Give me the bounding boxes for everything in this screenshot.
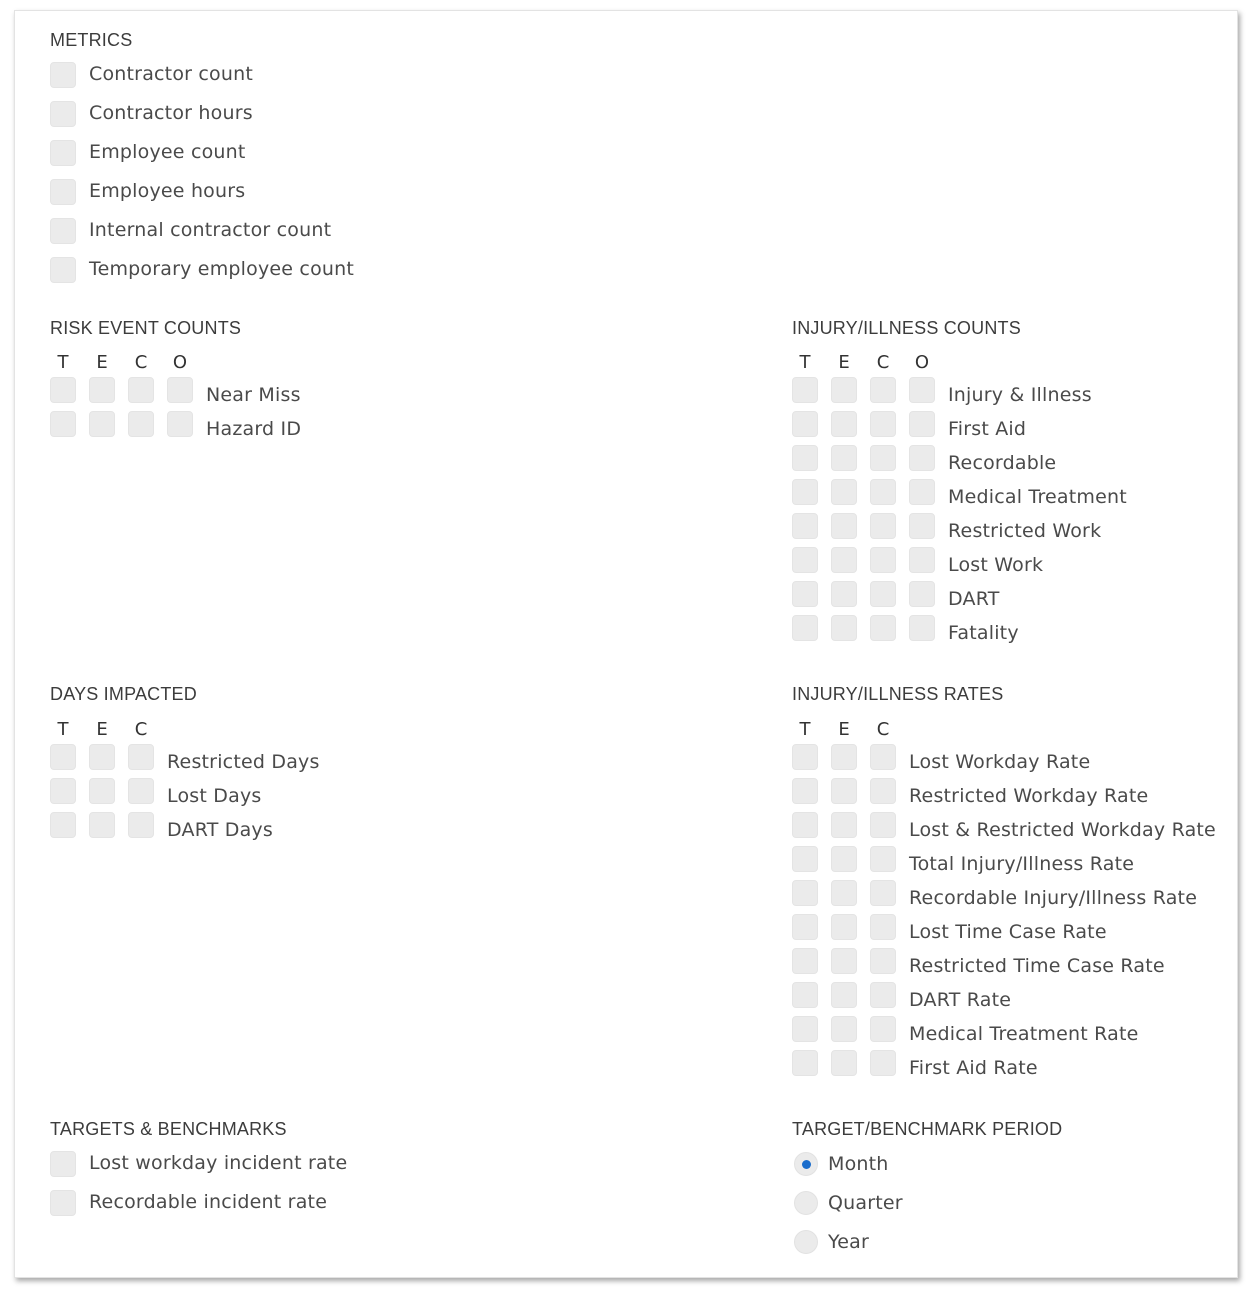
first-aid-c-checkbox[interactable] — [870, 411, 896, 437]
lost-work-o-checkbox[interactable] — [909, 547, 935, 573]
near-miss-c-checkbox[interactable] — [128, 377, 154, 403]
injury-illness-counts-col-o: O — [914, 352, 930, 373]
dart-rate-t-checkbox[interactable] — [792, 982, 818, 1008]
internal-contractor-count-checkbox[interactable] — [50, 218, 76, 244]
recordable-t-checkbox[interactable] — [792, 445, 818, 471]
fatality-e-checkbox[interactable] — [831, 615, 857, 641]
recordable-o-checkbox[interactable] — [909, 445, 935, 471]
lost-workday-rate-c-checkbox[interactable] — [870, 744, 896, 770]
target-benchmark-period-title: TARGET/BENCHMARK PERIOD — [792, 1119, 1063, 1139]
fatality-o-checkbox[interactable] — [909, 615, 935, 641]
lost-days-label: Lost Days — [167, 785, 262, 807]
month-label: Month — [828, 1153, 889, 1175]
lost-workday-incident-rate-label: Lost workday incident rate — [89, 1152, 348, 1174]
dart-rate-label: DART Rate — [909, 989, 1012, 1011]
injury-and-illness-label: Injury & Illness — [948, 384, 1092, 406]
injury-illness-counts-col-c: C — [876, 352, 890, 373]
lost-time-case-rate-c-checkbox[interactable] — [870, 914, 896, 940]
medical-treatment-c-checkbox[interactable] — [870, 479, 896, 505]
lost-and-restricted-workday-rate-t-checkbox[interactable] — [792, 812, 818, 838]
lost-days-e-checkbox[interactable] — [89, 778, 115, 804]
restricted-time-case-rate-t-checkbox[interactable] — [792, 948, 818, 974]
medical-treatment-rate-t-checkbox[interactable] — [792, 1016, 818, 1042]
hazard-id-label: Hazard ID — [206, 418, 302, 440]
injury-illness-rates-col-e: E — [838, 719, 850, 740]
near-miss-label: Near Miss — [206, 384, 301, 406]
lost-time-case-rate-e-checkbox[interactable] — [831, 914, 857, 940]
injury-illness-counts-col-t: T — [799, 352, 811, 373]
injury-and-illness-o-checkbox[interactable] — [909, 377, 935, 403]
quarter-label: Quarter — [828, 1192, 903, 1214]
total-injury-illness-rate-e-checkbox[interactable] — [831, 846, 857, 872]
lost-work-c-checkbox[interactable] — [870, 547, 896, 573]
recordable-e-checkbox[interactable] — [831, 445, 857, 471]
internal-contractor-count-label: Internal contractor count — [89, 219, 332, 241]
employee-hours-label: Employee hours — [89, 180, 246, 202]
restricted-workday-rate-e-checkbox[interactable] — [831, 778, 857, 804]
restricted-work-t-checkbox[interactable] — [792, 513, 818, 539]
restricted-work-c-checkbox[interactable] — [870, 513, 896, 539]
near-miss-t-checkbox[interactable] — [50, 377, 76, 403]
risk-event-counts-title: RISK EVENT COUNTS — [50, 318, 242, 338]
restricted-days-t-checkbox[interactable] — [50, 744, 76, 770]
fatality-t-checkbox[interactable] — [792, 615, 818, 641]
quarter-radio[interactable] — [794, 1191, 818, 1215]
injury-and-illness-e-checkbox[interactable] — [831, 377, 857, 403]
contractor-count-checkbox[interactable] — [50, 62, 76, 88]
dart-rate-e-checkbox[interactable] — [831, 982, 857, 1008]
risk-event-counts-col-t: T — [57, 352, 69, 373]
lost-and-restricted-workday-rate-e-checkbox[interactable] — [831, 812, 857, 838]
medical-treatment-e-checkbox[interactable] — [831, 479, 857, 505]
lost-work-e-checkbox[interactable] — [831, 547, 857, 573]
employee-count-label: Employee count — [89, 141, 246, 163]
lost-days-t-checkbox[interactable] — [50, 778, 76, 804]
dart-days-c-checkbox[interactable] — [128, 812, 154, 838]
year-label: Year — [828, 1231, 870, 1253]
lost-and-restricted-workday-rate-label: Lost & Restricted Workday Rate — [909, 819, 1216, 841]
fatality-label: Fatality — [948, 622, 1019, 644]
recordable-incident-rate-label: Recordable incident rate — [89, 1191, 328, 1213]
injury-illness-rates-col-c: C — [876, 719, 890, 740]
restricted-time-case-rate-e-checkbox[interactable] — [831, 948, 857, 974]
days-impacted-col-e: E — [96, 719, 108, 740]
lost-workday-incident-rate-checkbox[interactable] — [50, 1151, 76, 1177]
fatality-c-checkbox[interactable] — [870, 615, 896, 641]
total-injury-illness-rate-label: Total Injury/Illness Rate — [909, 853, 1135, 875]
dart-o-checkbox[interactable] — [909, 581, 935, 607]
injury-and-illness-c-checkbox[interactable] — [870, 377, 896, 403]
lost-time-case-rate-t-checkbox[interactable] — [792, 914, 818, 940]
lost-workday-rate-e-checkbox[interactable] — [831, 744, 857, 770]
days-impacted-col-c: C — [134, 719, 148, 740]
lost-time-case-rate-label: Lost Time Case Rate — [909, 921, 1107, 943]
lost-workday-rate-label: Lost Workday Rate — [909, 751, 1091, 773]
restricted-days-c-checkbox[interactable] — [128, 744, 154, 770]
first-aid-rate-e-checkbox[interactable] — [831, 1050, 857, 1076]
risk-event-counts-col-e: E — [96, 352, 108, 373]
injury-illness-counts-col-e: E — [838, 352, 850, 373]
injury-illness-rates-col-t: T — [799, 719, 811, 740]
recordable-injury-illness-rate-e-checkbox[interactable] — [831, 880, 857, 906]
month-radio[interactable] — [794, 1152, 818, 1176]
temporary-employee-count-checkbox[interactable] — [50, 257, 76, 283]
dart-rate-c-checkbox[interactable] — [870, 982, 896, 1008]
hazard-id-o-checkbox[interactable] — [167, 411, 193, 437]
restricted-work-label: Restricted Work — [948, 520, 1102, 542]
lost-and-restricted-workday-rate-c-checkbox[interactable] — [870, 812, 896, 838]
near-miss-e-checkbox[interactable] — [89, 377, 115, 403]
hazard-id-t-checkbox[interactable] — [50, 411, 76, 437]
lost-workday-rate-t-checkbox[interactable] — [792, 744, 818, 770]
recordable-label: Recordable — [948, 452, 1057, 474]
radio-selected-dot — [802, 1160, 811, 1169]
restricted-time-case-rate-c-checkbox[interactable] — [870, 948, 896, 974]
medical-treatment-label: Medical Treatment — [948, 486, 1127, 508]
medical-treatment-o-checkbox[interactable] — [909, 479, 935, 505]
dart-days-label: DART Days — [167, 819, 273, 841]
lost-work-t-checkbox[interactable] — [792, 547, 818, 573]
medical-treatment-rate-e-checkbox[interactable] — [831, 1016, 857, 1042]
dart-c-checkbox[interactable] — [870, 581, 896, 607]
first-aid-t-checkbox[interactable] — [792, 411, 818, 437]
hazard-id-e-checkbox[interactable] — [89, 411, 115, 437]
lost-work-label: Lost Work — [948, 554, 1044, 576]
dart-label: DART — [948, 588, 1000, 610]
dart-e-checkbox[interactable] — [831, 581, 857, 607]
injury-illness-rates-title: INJURY/ILLNESS RATES — [792, 684, 1004, 704]
medical-treatment-rate-label: Medical Treatment Rate — [909, 1023, 1139, 1045]
days-impacted-title: DAYS IMPACTED — [50, 684, 197, 704]
first-aid-e-checkbox[interactable] — [831, 411, 857, 437]
restricted-work-o-checkbox[interactable] — [909, 513, 935, 539]
lost-days-c-checkbox[interactable] — [128, 778, 154, 804]
injury-illness-counts-title: INJURY/ILLNESS COUNTS — [792, 318, 1021, 338]
hazard-id-c-checkbox[interactable] — [128, 411, 154, 437]
contractor-hours-label: Contractor hours — [89, 102, 253, 124]
restricted-workday-rate-label: Restricted Workday Rate — [909, 785, 1149, 807]
metrics-section-title: METRICS — [50, 30, 133, 50]
contractor-count-label: Contractor count — [89, 63, 254, 85]
recordable-injury-illness-rate-label: Recordable Injury/Illness Rate — [909, 887, 1198, 909]
dart-t-checkbox[interactable] — [792, 581, 818, 607]
dart-days-e-checkbox[interactable] — [89, 812, 115, 838]
risk-event-counts-col-c: C — [134, 352, 148, 373]
first-aid-o-checkbox[interactable] — [909, 411, 935, 437]
recordable-c-checkbox[interactable] — [870, 445, 896, 471]
medical-treatment-rate-c-checkbox[interactable] — [870, 1016, 896, 1042]
year-radio[interactable] — [794, 1230, 818, 1254]
days-impacted-col-t: T — [57, 719, 69, 740]
first-aid-label: First Aid — [948, 418, 1027, 440]
total-injury-illness-rate-c-checkbox[interactable] — [870, 846, 896, 872]
restricted-workday-rate-t-checkbox[interactable] — [792, 778, 818, 804]
restricted-days-label: Restricted Days — [167, 751, 320, 773]
recordable-injury-illness-rate-c-checkbox[interactable] — [870, 880, 896, 906]
first-aid-rate-label: First Aid Rate — [909, 1057, 1038, 1079]
total-injury-illness-rate-t-checkbox[interactable] — [792, 846, 818, 872]
restricted-time-case-rate-label: Restricted Time Case Rate — [909, 955, 1165, 977]
recordable-incident-rate-checkbox[interactable] — [50, 1190, 76, 1216]
first-aid-rate-c-checkbox[interactable] — [870, 1050, 896, 1076]
near-miss-o-checkbox[interactable] — [167, 377, 193, 403]
employee-count-checkbox[interactable] — [50, 140, 76, 166]
restricted-days-e-checkbox[interactable] — [89, 744, 115, 770]
first-aid-rate-t-checkbox[interactable] — [792, 1050, 818, 1076]
medical-treatment-t-checkbox[interactable] — [792, 479, 818, 505]
restricted-work-e-checkbox[interactable] — [831, 513, 857, 539]
employee-hours-checkbox[interactable] — [50, 179, 76, 205]
targets-benchmarks-title: TARGETS & BENCHMARKS — [50, 1119, 287, 1139]
recordable-injury-illness-rate-t-checkbox[interactable] — [792, 880, 818, 906]
dart-days-t-checkbox[interactable] — [50, 812, 76, 838]
injury-and-illness-t-checkbox[interactable] — [792, 377, 818, 403]
restricted-workday-rate-c-checkbox[interactable] — [870, 778, 896, 804]
temporary-employee-count-label: Temporary employee count — [89, 258, 355, 280]
risk-event-counts-col-o: O — [172, 352, 188, 373]
contractor-hours-checkbox[interactable] — [50, 101, 76, 127]
